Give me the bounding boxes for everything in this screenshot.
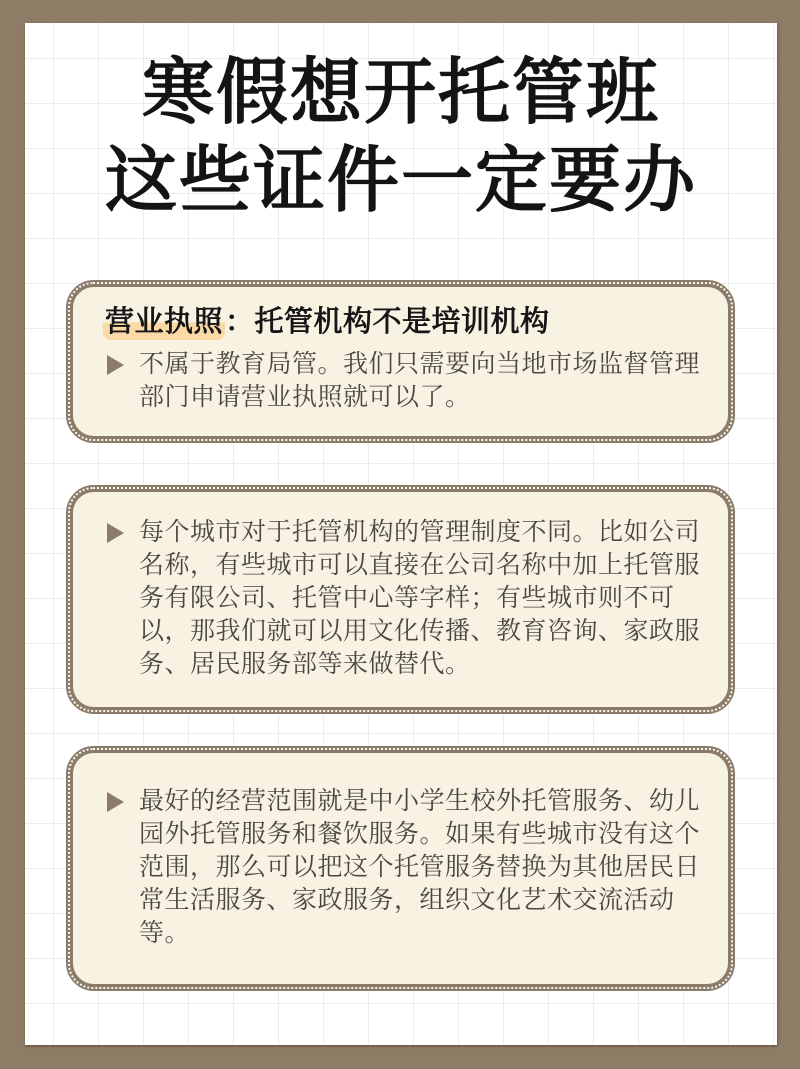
title-line-1: 寒假想开托管班 — [141, 53, 660, 133]
card-business-scope — [66, 746, 735, 991]
bullet-item — [103, 785, 702, 950]
triangle-right-icon — [107, 523, 124, 543]
bullet-item — [103, 348, 702, 414]
card-business-license — [66, 280, 735, 443]
triangle-right-icon — [107, 792, 124, 812]
bullet-text: 每个城市对于托管机构的管理制度不同。比如公司名称，有些城市可以直接在公司名称中加上托管服务有限公司、托管中心等字样；有些城市则不可以，那我们就可以用文化传播、教育咨询、家政服务、居民服务部等来做替代。 — [139, 518, 701, 678]
card-heading — [103, 302, 702, 342]
card-company-naming — [66, 485, 735, 714]
bullet-text: 最好的经营范围就是中小学生校外托管服务、幼儿园外托管服务和餐饮服务。如果有些城市没有这个范围，那么可以把这个托管服务替换为其他居民日常生活服务、家政服务，组织文化艺术交流活动等。 — [139, 787, 701, 947]
card-content — [73, 492, 728, 707]
triangle-right-icon — [107, 355, 124, 375]
card-content — [73, 753, 728, 984]
card-content — [73, 287, 728, 436]
heading-rest-text: ：托管机构不是培训机构 — [225, 306, 550, 338]
title-line-2: 这些证件一定要办 — [104, 141, 697, 221]
heading-highlighted-text: 营业执照 — [105, 306, 224, 338]
bullet-text: 不属于教育局管。我们只需要向当地市场监督管理部门申请营业执照就可以了。 — [139, 350, 701, 411]
page-title — [25, 49, 777, 225]
bullet-item — [103, 516, 702, 681]
notebook-page — [25, 23, 777, 1045]
